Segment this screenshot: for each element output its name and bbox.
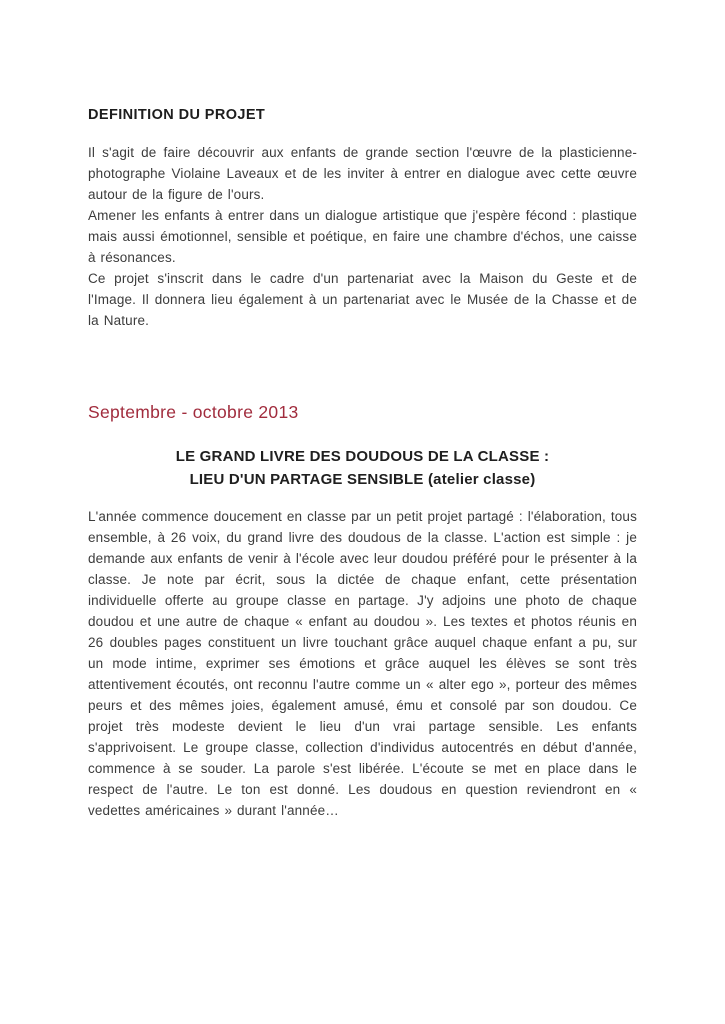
definition-title: DEFINITION DU PROJET [88,107,266,123]
definition-paragraph-1: Il s'agit de faire découvrir aux enfants de grande section l'œuvre de la plasticienne-photographe Violaine Laveaux et de les inviter à entrer en dialogue avec cette œuvre autour de la figure de l'ours. [88,145,637,202]
definition-paragraph-3: Ce projet s'inscrit dans le cadre d'un partenariat avec la Maison du Geste et de l'Image. Il donnera lieu également à un partenariat avec le Musée de la Chasse et de la Nature. [88,271,637,328]
section-body-paragraph: L'année commence doucement en classe par un petit projet partagé : l'élaboration, tous ensemble, à 26 voix, du grand livre des doudous de la classe. L'action est simple : je demande aux enfants de venir à l'école avec leur doudou préféré pour le présenter à la classe. Je note par écrit, sous la dictée de chaque enfant, cette présentation individuelle offerte au groupe classe en partage. J'y adjoins une photo de chaque doudou et une autre de chaque « enfant au doudou ». Les textes et photos réunis en 26 doubles pages constituent un livre touchant grâce auquel chaque enfant a pu, sur un mode intime, exprimer ses émotions et grâce auquel les élèves se sont très attentivement écoutés, ont reconnu l'autre comme un « alter ego », porteur des mêmes peurs et des mêmes joies, également amusé, ému et consolé par son doudou. Ce projet très modeste devient le lieu d'un vrai partage sensible. Les enfants s'apprivoisent. Le groupe classe, collection d'individus autocentrés en début d'année, commence à se souder. La parole s'est libérée. L'écoute se met en place dans le respect de l'autre. Le ton est donné. Les doudous en question reviendront en « vedettes américaines » durant l'année… [88,509,637,818]
section-title-line2: LIEU D'UN PARTAGE SENSIBLE (atelier classe) [189,471,536,488]
period-heading: Septembre - octobre 2013 [88,402,299,422]
section-title [88,445,637,491]
definition-paragraph-2: Amener les enfants à entrer dans un dialogue artistique que j'espère fécond : plastique mais aussi émotionnel, sensible et poétique, en faire une chambre d'échos, une caisse à résonances. [88,208,637,265]
section-title-line1: LE GRAND LIVRE DES DOUDOUS DE LA CLASSE : [175,448,550,465]
definition-paragraphs [88,142,637,331]
